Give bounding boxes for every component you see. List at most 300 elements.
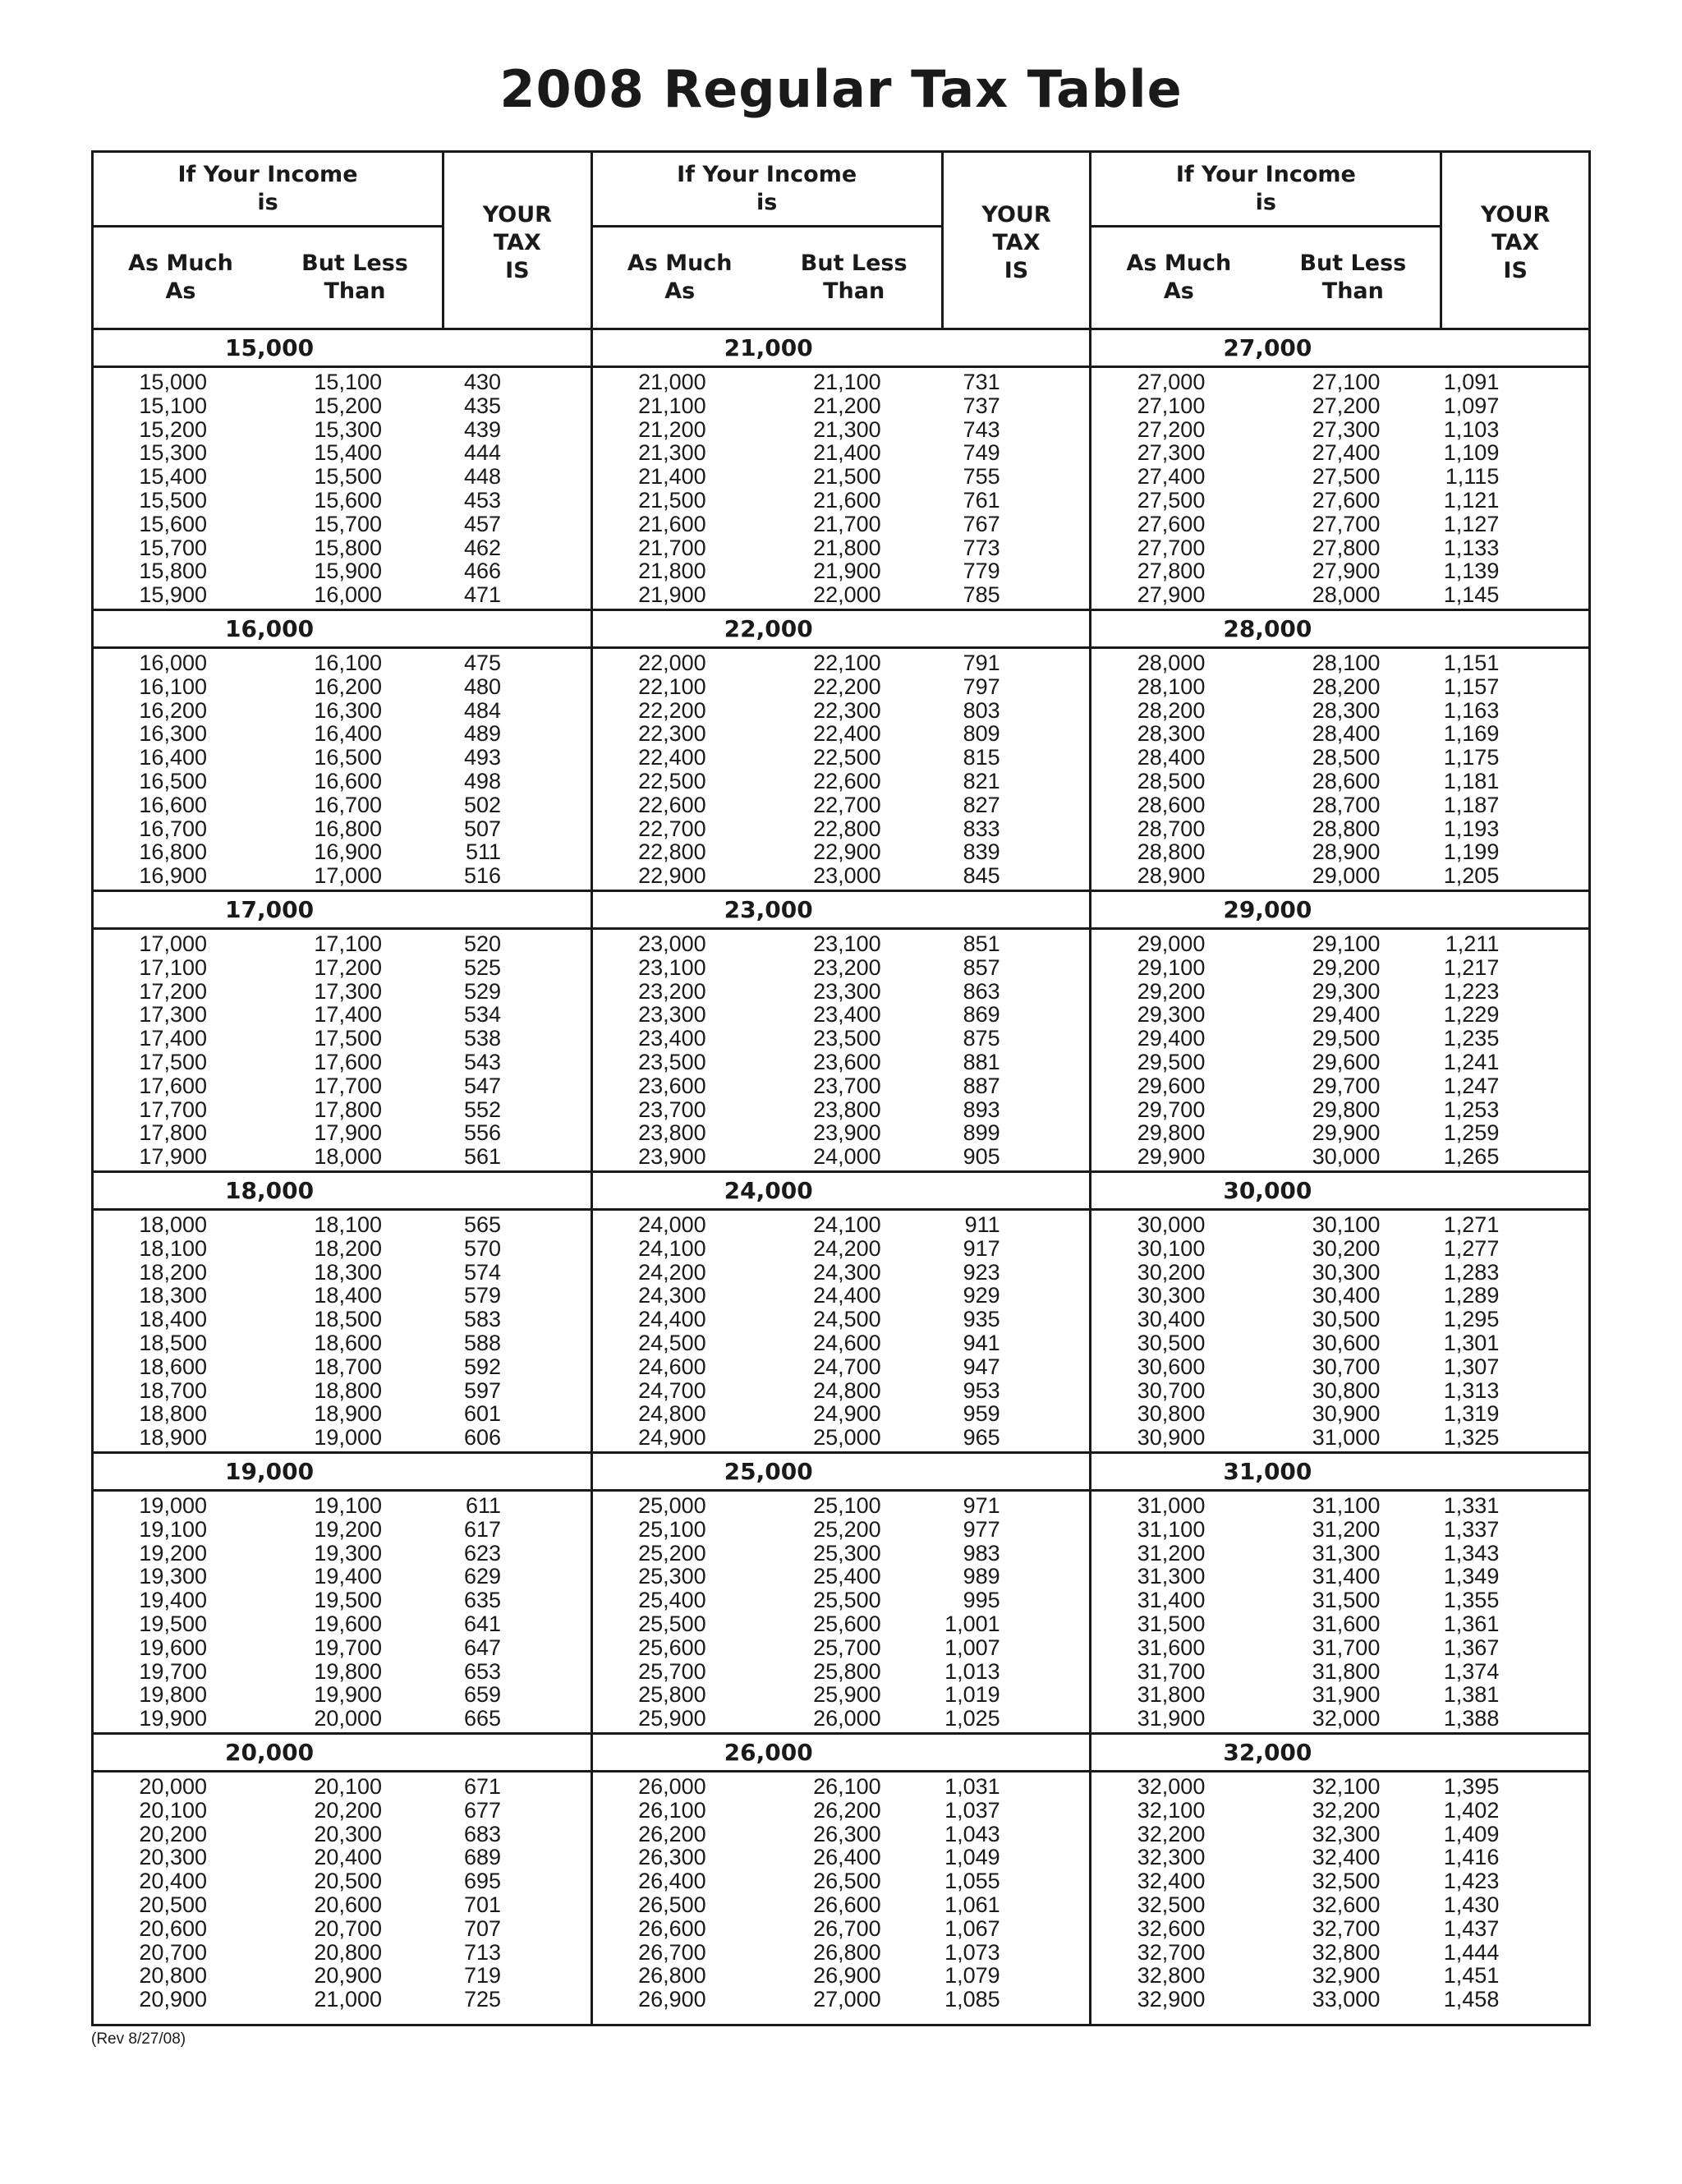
tax-cell: 1,430 [1443, 1892, 1500, 1917]
as-much-as-cell: 17,800 [139, 1120, 207, 1146]
tax-cell: 1,247 [1443, 1073, 1500, 1098]
income-section [593, 892, 1090, 1173]
tax-cell: 617 [463, 1516, 501, 1542]
section-heading: 29,000 [1091, 892, 1588, 930]
tax-cell: 1,157 [1443, 674, 1500, 699]
but-less-than-cell: 31,100 [1312, 1493, 1381, 1518]
as-much-as-cell: 31,500 [1137, 1611, 1206, 1636]
table-row [593, 583, 1090, 607]
tax-cell: 1,037 [944, 1797, 1000, 1823]
tax-cell: 1,458 [1443, 1987, 1500, 2012]
as-much-as-cell: 26,800 [638, 1963, 706, 1989]
table-row [1091, 1988, 1588, 2012]
tax-cell: 1,301 [1443, 1330, 1500, 1355]
but-less-than-cell: 17,600 [314, 1049, 382, 1074]
but-less-than-cell: 18,000 [314, 1144, 382, 1170]
tax-cell: 659 [463, 1682, 501, 1708]
table-row [593, 1565, 1090, 1589]
but-less-than-cell: 20,400 [314, 1845, 382, 1870]
but-less-than-cell: 26,100 [813, 1774, 881, 1799]
tax-cell: 583 [463, 1307, 501, 1332]
as-much-as-cell: 28,500 [1137, 768, 1206, 793]
but-less-than-cell: 31,500 [1312, 1588, 1381, 1613]
table-row [94, 932, 591, 956]
tax-cell: 707 [463, 1915, 501, 1941]
table-row [94, 1612, 591, 1636]
as-much-as-cell: 18,000 [139, 1212, 207, 1237]
tax-cell: 1,313 [1443, 1377, 1500, 1403]
table-row [593, 770, 1090, 793]
tax-cell: 1,205 [1443, 863, 1500, 889]
section-heading: 31,000 [1091, 1454, 1588, 1492]
as-much-as-cell: 29,200 [1137, 978, 1206, 1004]
as-much-as-cell: 26,400 [638, 1869, 706, 1894]
tax-cell: 995 [963, 1588, 1000, 1613]
but-less-than-cell: 30,500 [1312, 1307, 1381, 1332]
but-less-than-cell: 27,200 [1312, 393, 1381, 418]
section-heading: 22,000 [593, 611, 1090, 649]
table-row [593, 1964, 1090, 1988]
table-row [94, 559, 591, 583]
as-much-as-cell: 18,700 [139, 1377, 207, 1403]
but-less-than-cell: 32,700 [1312, 1915, 1381, 1941]
tax-cell: 484 [463, 697, 501, 723]
tax-cell: 444 [463, 440, 501, 466]
as-much-as-cell: 15,300 [139, 440, 207, 466]
but-less-than-cell: 15,300 [314, 416, 382, 442]
tax-cell: 1,133 [1443, 535, 1500, 560]
but-less-than-cell: 24,900 [813, 1401, 881, 1427]
income-section [94, 1173, 591, 1454]
but-less-than-cell: 19,900 [314, 1682, 382, 1708]
tax-cell: 1,325 [1443, 1425, 1500, 1451]
tax-cell: 475 [463, 651, 501, 675]
but-less-than-cell: 30,200 [1312, 1235, 1381, 1261]
as-much-as-header: As Much As [128, 251, 233, 304]
tax-cell: 511 [465, 839, 501, 865]
as-much-as-cell: 32,300 [1137, 1845, 1206, 1870]
table-row [94, 536, 591, 560]
as-much-as-cell: 25,700 [638, 1658, 706, 1684]
tax-cell: 1,187 [1443, 792, 1500, 817]
tax-cell: 749 [963, 440, 1000, 466]
but-less-than-cell: 32,500 [1312, 1869, 1381, 1894]
tax-cell: 1,381 [1443, 1682, 1500, 1708]
as-much-as-cell: 23,900 [638, 1144, 706, 1170]
tax-cell: 1,355 [1443, 1588, 1500, 1613]
table-row [593, 1542, 1090, 1566]
tax-cell: 516 [463, 863, 501, 889]
but-less-than-cell: 17,900 [314, 1120, 382, 1146]
tax-cell: 1,049 [944, 1845, 1000, 1870]
tax-cell: 1,416 [1443, 1845, 1500, 1870]
as-much-as-cell: 15,200 [139, 416, 207, 442]
but-less-than-cell: 17,000 [314, 863, 382, 889]
revision-note: (Rev 8/27/08) [91, 2030, 186, 2048]
table-row [94, 1542, 591, 1566]
but-less-than-cell: 25,000 [813, 1425, 881, 1451]
as-much-as-cell: 19,200 [139, 1540, 207, 1566]
but-less-than-cell: 30,000 [1312, 1144, 1381, 1170]
tax-cell: 755 [963, 464, 1000, 490]
income-section [1091, 611, 1588, 892]
but-less-than-cell: 27,400 [1312, 440, 1381, 466]
tax-cell: 797 [963, 674, 1000, 699]
income-section [94, 330, 591, 611]
as-much-as-cell: 24,600 [638, 1354, 706, 1379]
income-section [593, 1735, 1090, 2024]
as-much-as-cell: 22,500 [638, 768, 706, 793]
table-row [593, 1846, 1090, 1869]
as-much-as-cell: 17,400 [139, 1026, 207, 1051]
as-much-as-cell: 22,200 [638, 697, 706, 723]
tax-cell: 779 [963, 559, 1000, 584]
but-less-than-cell: 22,700 [813, 792, 881, 817]
tax-cell: 713 [463, 1939, 501, 1965]
tax-cell: 1,271 [1443, 1212, 1500, 1237]
table-row [94, 583, 591, 607]
table-row [94, 1379, 591, 1403]
as-much-as-cell: 27,800 [1137, 559, 1206, 584]
tax-cell: 941 [963, 1330, 1000, 1355]
as-much-as-cell: 32,400 [1137, 1869, 1206, 1894]
tax-cell: 1,097 [1443, 393, 1500, 418]
tax-cell: 935 [963, 1307, 1000, 1332]
as-much-as-cell: 24,300 [638, 1283, 706, 1308]
but-less-than-cell: 20,900 [314, 1963, 382, 1989]
as-much-as-cell: 21,700 [638, 535, 706, 560]
as-much-as-cell: 16,300 [139, 721, 207, 747]
table-row [1091, 1237, 1588, 1261]
but-less-than-cell: 23,600 [813, 1049, 881, 1074]
as-much-as-cell: 27,000 [1137, 370, 1206, 394]
table-row [593, 1988, 1090, 2012]
as-much-as-cell: 22,900 [638, 863, 706, 889]
as-much-as-cell: 26,000 [638, 1774, 706, 1799]
table-row [94, 1237, 591, 1261]
your-tax-header: YOUR TAX IS [981, 201, 1051, 283]
table-row [1091, 1145, 1588, 1169]
tax-cell: 1,139 [1443, 559, 1500, 584]
tax-cell: 538 [463, 1026, 501, 1051]
table-row [94, 1426, 591, 1450]
tax-cell: 1,277 [1443, 1235, 1500, 1261]
but-less-than-cell: 26,300 [813, 1821, 881, 1846]
tax-cell: 893 [963, 1097, 1000, 1122]
table-row [1091, 932, 1588, 956]
but-less-than-cell: 22,400 [813, 721, 881, 747]
table-row [94, 651, 591, 675]
as-much-as-cell: 20,400 [139, 1869, 207, 1894]
as-much-as-cell: 23,500 [638, 1049, 706, 1074]
tax-cell: 953 [963, 1377, 1000, 1403]
your-tax-header: YOUR TAX IS [1481, 201, 1551, 283]
but-less-than-cell: 21,200 [813, 393, 881, 418]
as-much-as-cell: 31,600 [1137, 1635, 1206, 1660]
but-less-than-cell: 25,400 [813, 1564, 881, 1589]
as-much-as-cell: 24,800 [638, 1401, 706, 1427]
table-row [1091, 956, 1588, 980]
as-much-as-cell: 28,800 [1137, 839, 1206, 865]
table-row [593, 1494, 1090, 1518]
as-much-as-cell: 29,900 [1137, 1144, 1206, 1170]
table-row [94, 1003, 591, 1027]
as-much-as-cell: 30,800 [1137, 1401, 1206, 1427]
as-much-as-cell: 26,100 [638, 1797, 706, 1823]
tax-cell: 863 [963, 978, 1000, 1004]
table-row [1091, 465, 1588, 489]
section-heading: 16,000 [94, 611, 591, 649]
table-row [593, 864, 1090, 888]
table-row [1091, 770, 1588, 793]
as-much-as-cell: 25,000 [638, 1493, 706, 1518]
tax-cell: 947 [963, 1354, 1000, 1379]
table-row [593, 1261, 1090, 1285]
as-much-as-cell: 23,000 [638, 931, 706, 956]
as-much-as-cell: 24,400 [638, 1307, 706, 1332]
as-much-as-cell: 19,300 [139, 1564, 207, 1589]
but-less-than-cell: 18,300 [314, 1259, 382, 1285]
tax-cell: 737 [963, 393, 1000, 418]
but-less-than-cell: 17,200 [314, 954, 382, 980]
tax-cell: 623 [463, 1540, 501, 1566]
table-row [593, 1707, 1090, 1731]
as-much-as-cell: 29,800 [1137, 1120, 1206, 1146]
table-row [1091, 1213, 1588, 1237]
but-less-than-cell: 29,000 [1312, 863, 1381, 889]
but-less-than-cell: 24,100 [813, 1212, 881, 1237]
but-less-than-cell: 27,500 [1312, 464, 1381, 490]
income-section [1091, 892, 1588, 1173]
table-row [94, 675, 591, 699]
table-row [1091, 1098, 1588, 1122]
but-less-than-cell: 25,500 [813, 1588, 881, 1613]
but-less-than-cell: 24,600 [813, 1330, 881, 1355]
as-much-as-cell: 15,900 [139, 582, 207, 608]
section-heading: 26,000 [593, 1735, 1090, 1772]
but-less-than-cell: 18,200 [314, 1235, 382, 1261]
income-section [1091, 1735, 1588, 2024]
table-row [1091, 1074, 1588, 1098]
table-row [94, 1964, 591, 1988]
as-much-as-cell: 23,700 [638, 1097, 706, 1122]
table-row [1091, 1636, 1588, 1660]
section-heading: 24,000 [593, 1173, 1090, 1211]
as-much-as-cell: 17,200 [139, 978, 207, 1004]
table-row [1091, 1542, 1588, 1566]
tax-cell: 534 [463, 1002, 501, 1028]
table-row [1091, 1683, 1588, 1707]
but-less-than-cell: 20,800 [314, 1939, 382, 1965]
table-row [94, 1707, 591, 1731]
table-row [94, 1261, 591, 1285]
table-row [1091, 418, 1588, 442]
tax-cell: 629 [463, 1564, 501, 1589]
tax-cell: 677 [463, 1797, 501, 1823]
table-row [94, 1823, 591, 1846]
but-less-than-cell: 20,500 [314, 1869, 382, 1894]
tax-cell: 1,145 [1443, 582, 1500, 608]
as-much-as-cell: 23,600 [638, 1073, 706, 1098]
as-much-as-cell: 25,900 [638, 1706, 706, 1731]
table-row [94, 1869, 591, 1893]
tax-cell: 767 [963, 511, 1000, 536]
tax-cell: 1,079 [944, 1963, 1000, 1989]
tax-cell: 965 [963, 1425, 1000, 1451]
table-row [94, 840, 591, 864]
tax-cell: 430 [463, 370, 501, 394]
as-much-as-cell: 20,900 [139, 1987, 207, 2012]
as-much-as-cell: 27,700 [1137, 535, 1206, 560]
as-much-as-cell: 32,600 [1137, 1915, 1206, 1941]
as-much-as-cell: 22,400 [638, 745, 706, 770]
table-row [1091, 441, 1588, 465]
tax-cell: 833 [963, 816, 1000, 841]
table-row [94, 746, 591, 770]
tax-cell: 785 [963, 582, 1000, 608]
income-section [94, 1454, 591, 1735]
but-less-than-cell: 31,000 [1312, 1425, 1381, 1451]
but-less-than-cell: 15,200 [314, 393, 382, 418]
as-much-as-cell: 15,100 [139, 393, 207, 418]
tax-cell: 899 [963, 1120, 1000, 1146]
but-less-than-cell: 15,500 [314, 464, 382, 490]
tax-cell: 1,295 [1443, 1307, 1500, 1332]
as-much-as-cell: 16,400 [139, 745, 207, 770]
but-less-than-cell: 16,800 [314, 816, 382, 841]
tax-cell: 1,115 [1445, 464, 1500, 490]
but-less-than-cell: 27,800 [1312, 535, 1381, 560]
tax-cell: 471 [463, 582, 501, 608]
but-less-than-cell: 17,300 [314, 978, 382, 1004]
but-less-than-cell: 19,300 [314, 1540, 382, 1566]
but-less-than-cell: 27,000 [813, 1987, 881, 2012]
as-much-as-cell: 23,300 [638, 1002, 706, 1028]
but-less-than-cell: 19,800 [314, 1658, 382, 1684]
but-less-than-cell: 24,800 [813, 1377, 881, 1403]
as-much-as-cell: 29,300 [1137, 1002, 1206, 1028]
but-less-than-cell: 30,100 [1312, 1212, 1381, 1237]
tax-cell: 1,307 [1443, 1354, 1500, 1379]
tax-cell: 1,283 [1443, 1259, 1500, 1285]
but-less-than-cell: 24,300 [813, 1259, 881, 1285]
table-row [94, 1213, 591, 1237]
as-much-as-cell: 25,800 [638, 1682, 706, 1708]
as-much-as-cell: 28,200 [1137, 697, 1206, 723]
tax-cell: 565 [463, 1212, 501, 1237]
table-row [94, 1494, 591, 1518]
as-much-as-cell: 15,600 [139, 511, 207, 536]
table-row [94, 1355, 591, 1379]
table-row [94, 793, 591, 817]
tax-cell: 574 [463, 1259, 501, 1285]
as-much-as-cell: 30,200 [1137, 1259, 1206, 1285]
table-row [593, 1426, 1090, 1450]
tax-cell: 1,061 [944, 1892, 1000, 1917]
tax-cell: 543 [463, 1049, 501, 1074]
but-less-than-cell: 33,000 [1312, 1987, 1381, 2012]
as-much-as-cell: 28,900 [1137, 863, 1206, 889]
but-less-than-cell: 21,100 [813, 370, 881, 394]
tax-cell: 1,409 [1443, 1821, 1500, 1846]
table-row [94, 817, 591, 841]
but-less-than-cell: 26,600 [813, 1892, 881, 1917]
but-less-than-cell: 31,900 [1312, 1682, 1381, 1708]
table-row [94, 465, 591, 489]
tax-cell: 1,444 [1443, 1939, 1500, 1965]
but-less-than-cell: 16,900 [314, 839, 382, 865]
as-much-as-cell: 15,500 [139, 487, 207, 513]
but-less-than-cell: 15,400 [314, 440, 382, 466]
but-less-than-cell: 30,900 [1312, 1401, 1381, 1427]
as-much-as-cell: 27,100 [1137, 393, 1206, 418]
table-row [1091, 1308, 1588, 1331]
as-much-as-cell: 25,300 [638, 1564, 706, 1589]
but-less-than-cell: 25,100 [813, 1493, 881, 1518]
tax-cell: 579 [463, 1283, 501, 1308]
as-much-as-cell: 19,700 [139, 1658, 207, 1684]
tax-cell: 1,395 [1443, 1774, 1500, 1799]
table-row [593, 1237, 1090, 1261]
as-much-as-cell: 31,900 [1137, 1706, 1206, 1731]
but-less-than-cell: 28,100 [1312, 651, 1381, 675]
but-less-than-cell: 21,700 [813, 511, 881, 536]
tax-cell: 647 [463, 1635, 501, 1660]
tax-cell: 977 [963, 1516, 1000, 1542]
but-less-than-cell: 17,100 [314, 931, 382, 956]
table-row [94, 699, 591, 723]
column-header [593, 153, 1090, 330]
table-column [1091, 153, 1588, 2024]
tax-cell: 761 [963, 487, 1000, 513]
table-row [94, 1331, 591, 1355]
but-less-than-cell: 23,800 [813, 1097, 881, 1122]
table-row [94, 1402, 591, 1426]
table-row [593, 1518, 1090, 1542]
tax-cell: 1,337 [1443, 1516, 1500, 1542]
table-row [1091, 1917, 1588, 1941]
as-much-as-cell: 18,600 [139, 1354, 207, 1379]
but-less-than-cell: 15,700 [314, 511, 382, 536]
tax-cell: 1,103 [1443, 416, 1500, 442]
tax-cell: 453 [463, 487, 501, 513]
as-much-as-cell: 28,700 [1137, 816, 1206, 841]
income-header [94, 153, 444, 328]
table-row [94, 1846, 591, 1869]
table-row [593, 1213, 1090, 1237]
but-less-than-cell: 18,600 [314, 1330, 382, 1355]
tax-cell: 1,388 [1443, 1706, 1500, 1731]
column-header [1091, 153, 1588, 330]
but-less-than-cell: 25,600 [813, 1611, 881, 1636]
table-row [1091, 722, 1588, 746]
table-row [593, 1869, 1090, 1893]
but-less-than-cell: 31,200 [1312, 1516, 1381, 1542]
but-less-than-cell: 30,300 [1312, 1259, 1381, 1285]
tax-cell: 815 [963, 745, 1000, 770]
table-row [94, 489, 591, 513]
but-less-than-cell: 24,700 [813, 1354, 881, 1379]
table-row [94, 1565, 591, 1589]
tax-cell: 507 [463, 816, 501, 841]
as-much-as-header: As Much As [627, 251, 733, 304]
but-less-than-cell: 24,000 [813, 1144, 881, 1170]
table-row [1091, 651, 1588, 675]
tax-cell: 701 [463, 1892, 501, 1917]
table-row [94, 1121, 591, 1145]
section-heading: 28,000 [1091, 611, 1588, 649]
tax-cell: 556 [463, 1120, 501, 1146]
